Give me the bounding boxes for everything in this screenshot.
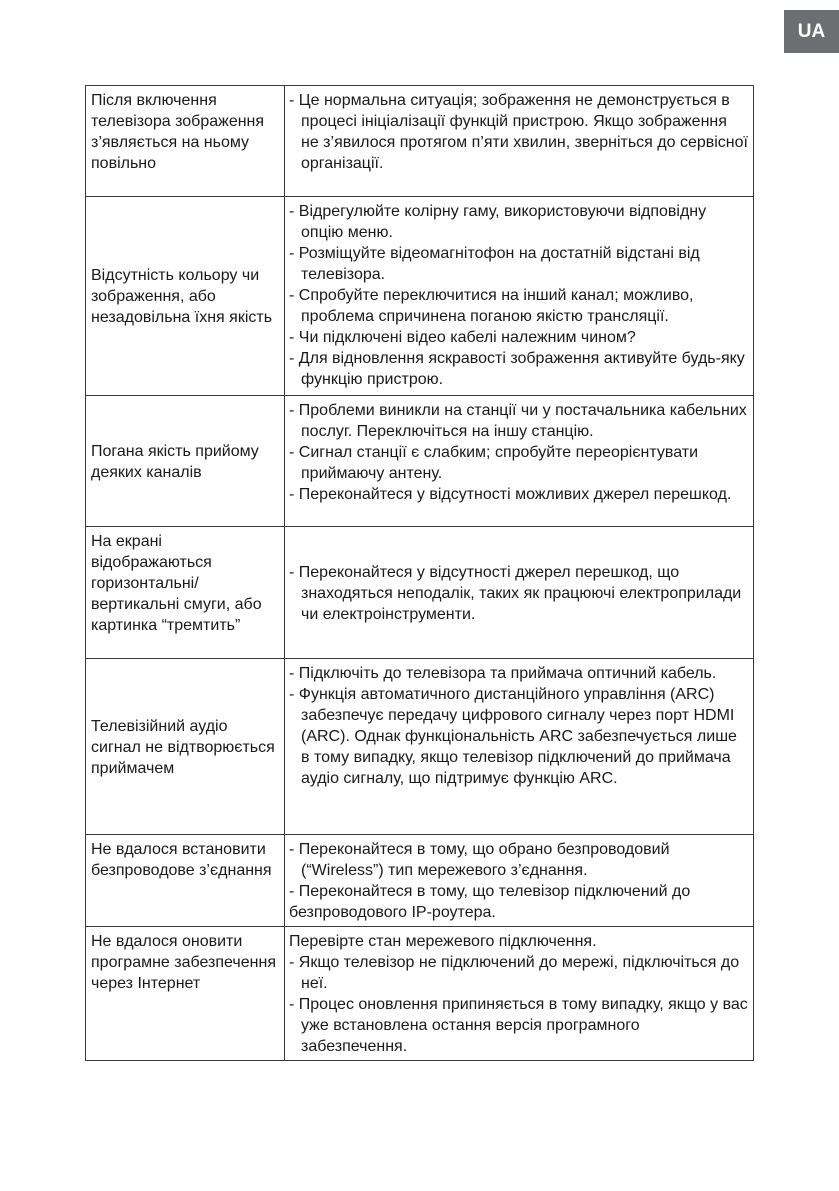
solution-item: - Переконайтеся в тому, що обрано безпроводовий (“Wireless”) тип мережевого з’єднання. (289, 841, 670, 879)
solution-cell (285, 197, 754, 396)
solution-item: - Переконайтеся у відсутності можливих джерел перешкод. (289, 486, 732, 503)
solution-cell (285, 527, 754, 659)
solution-item: - Це нормальна ситуація; зображення не демонструється в процесі ініціалізації функцій пристрою. Якщо зображення не з’явилося протягом п’яти хвилин, зверніться до сервісної організації. (289, 92, 748, 172)
problem-cell: Після включення телевізора зображення з’являється на ньому повільно (86, 86, 285, 197)
problem-cell: Не вдалося встановити безпроводове з’єднання (86, 835, 285, 927)
solution-item: - Якщо телевізор не підключений до мережі, підключіться до неї. (289, 954, 740, 992)
solution-intro: Перевірте стан мережевого підключення. (289, 933, 597, 950)
solution-cell (285, 927, 754, 1061)
solution-item: - Спробуйте переключитися на інший канал; можливо, проблема спричинена поганою якістю трансляції. (289, 287, 694, 325)
solution-item: - Розміщуйте відеомагнітофон на достатній відстані від телевізора. (289, 245, 700, 283)
problem-cell: Телевізійний аудіо сигнал не відтворюється приймачем (86, 659, 285, 835)
problem-cell: Не вдалося оновити програмне забезпечення через Інтернет (86, 927, 285, 1061)
solution-intro: - Підключіть до телевізора та приймача оптичний кабель. (289, 665, 717, 682)
solution-cell (285, 396, 754, 527)
language-tab: UA (784, 10, 839, 53)
solution-outro: - Переконайтеся в тому, що телевізор підключений до безпроводового IP-роутера. (289, 883, 691, 921)
solution-cell (285, 659, 754, 835)
solution-item: - Процес оновлення припиняється в тому випадку, якщо у вас уже встановлена остання версія програмного забезпечення. (289, 996, 748, 1055)
solution-item: - Сигнал станції є слабким; спробуйте переорієнтувати приймаючу антену. (289, 444, 698, 482)
problem-cell: На екрані відображаються горизонтальні/ вертикальні смуги, або картинка “тремтить” (86, 527, 285, 659)
table-row (86, 197, 754, 396)
solution-item: - Чи підключені відео кабелі належним чином? (289, 329, 636, 346)
table-row (86, 835, 754, 927)
troubleshooting-table (85, 85, 754, 1061)
solution-cell (285, 835, 754, 927)
table-row (86, 659, 754, 835)
solution-item: - Функція автоматичного дистанційного управління (ARC) забезпечує передачу цифрового сигналу через порт HDMI (ARC). Однак функціональність ARC забезпечується лише в тому випадку, якщо телевізор підключений до приймача аудіо сигналу, що підтримує функцію ARC. (289, 686, 737, 787)
problem-cell: Відсутність кольору чи зображення, або незадовільна їхня якість (86, 197, 285, 396)
solution-item: - Для відновлення яскравості зображення активуйте будь-яку функцію пристрою. (289, 350, 745, 388)
table-row (86, 927, 754, 1061)
solution-item: - Відрегулюйте колірну гаму, використовуючи відповідну опцію меню. (289, 203, 707, 241)
solution-item: - Проблеми виникли на станції чи у постачальника кабельних послуг. Переключіться на іншу станцію. (289, 402, 747, 440)
problem-cell: Погана якість прийому деяких каналів (86, 396, 285, 527)
solution-cell (285, 86, 754, 197)
solution-item: - Переконайтеся у відсутності джерел перешкод, що знаходяться неподалік, таких як працюючі електроприлади чи електроінструменти. (289, 563, 742, 623)
table-row (86, 396, 754, 527)
table-row (86, 527, 754, 659)
table-row (86, 86, 754, 197)
